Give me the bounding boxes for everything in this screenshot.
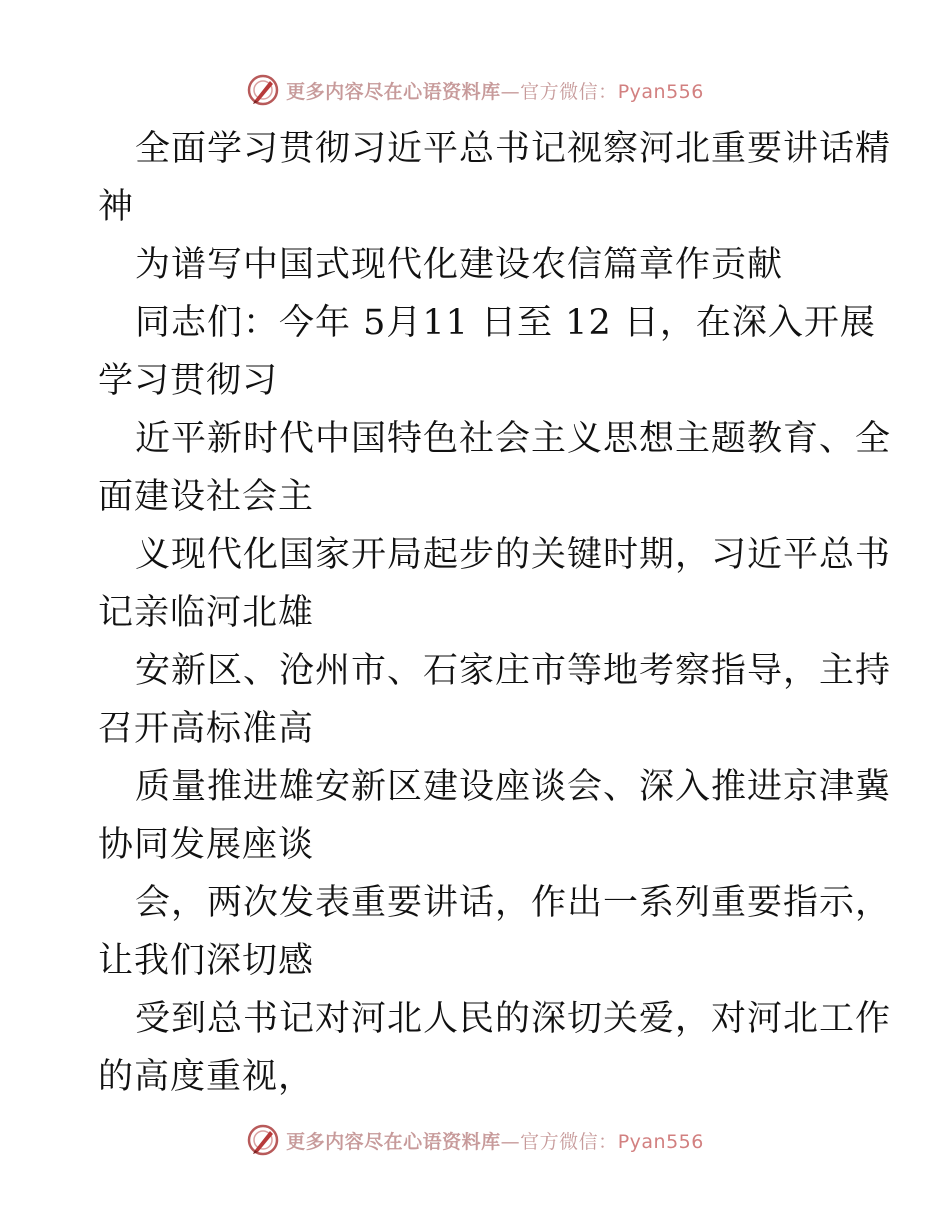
- pen-seal-logo-icon: [246, 73, 280, 107]
- pen-seal-logo-icon: [246, 1123, 280, 1157]
- body-line: 召开高标准高: [98, 709, 315, 749]
- body-line: 近平新时代中国特色社会主义思想主题教育、全: [135, 419, 892, 459]
- body-line: 协同发展座谈: [98, 825, 315, 865]
- title-line-1: 全面学习贯彻习近平总书记视察河北重要讲话精: [135, 129, 892, 169]
- body-line: 同志们：今年 5月11 日至 12 日，在深入开展: [135, 303, 876, 343]
- body-line: 记亲临河北雄: [98, 593, 315, 633]
- body-line: 让我们深切感: [98, 941, 315, 981]
- body-line: 学习贯彻习: [98, 361, 279, 401]
- title-line-2: 神: [98, 187, 135, 227]
- body-line: 会，两次发表重要讲话，作出一系列重要指示，: [135, 883, 892, 923]
- watermark-wechat-label: 官方微信：: [520, 1130, 618, 1153]
- footer-watermark: [0, 1118, 950, 1162]
- watermark-brand-text: 更多内容尽在心语资料库: [286, 1130, 501, 1153]
- watermark-dash: —: [500, 80, 521, 103]
- header-watermark: [0, 68, 950, 112]
- watermark-brand-text: 更多内容尽在心语资料库: [286, 80, 501, 103]
- body-line: 安新区、沧州市、石家庄市等地考察指导，主持: [135, 651, 892, 691]
- watermark-wechat-label: 官方微信：: [520, 80, 618, 103]
- watermark-wechat-id: Pyan556: [617, 1130, 704, 1153]
- body-line: 质量推进雄安新区建设座谈会、深入推进京津冀: [135, 767, 892, 807]
- body-line: 面建设社会主: [98, 477, 315, 517]
- watermark-dash: —: [500, 1130, 521, 1153]
- body-line: 义现代化国家开局起步的关键时期，习近平总书: [135, 535, 892, 575]
- watermark-wechat-id: Pyan556: [617, 80, 704, 103]
- subtitle-line: 为谱写中国式现代化建设农信篇章作贡献: [135, 245, 784, 285]
- body-line: 受到总书记对河北人民的深切关爱，对河北工作: [135, 999, 892, 1039]
- body-line: 的高度重视，: [98, 1057, 315, 1097]
- document-body: [98, 120, 892, 1106]
